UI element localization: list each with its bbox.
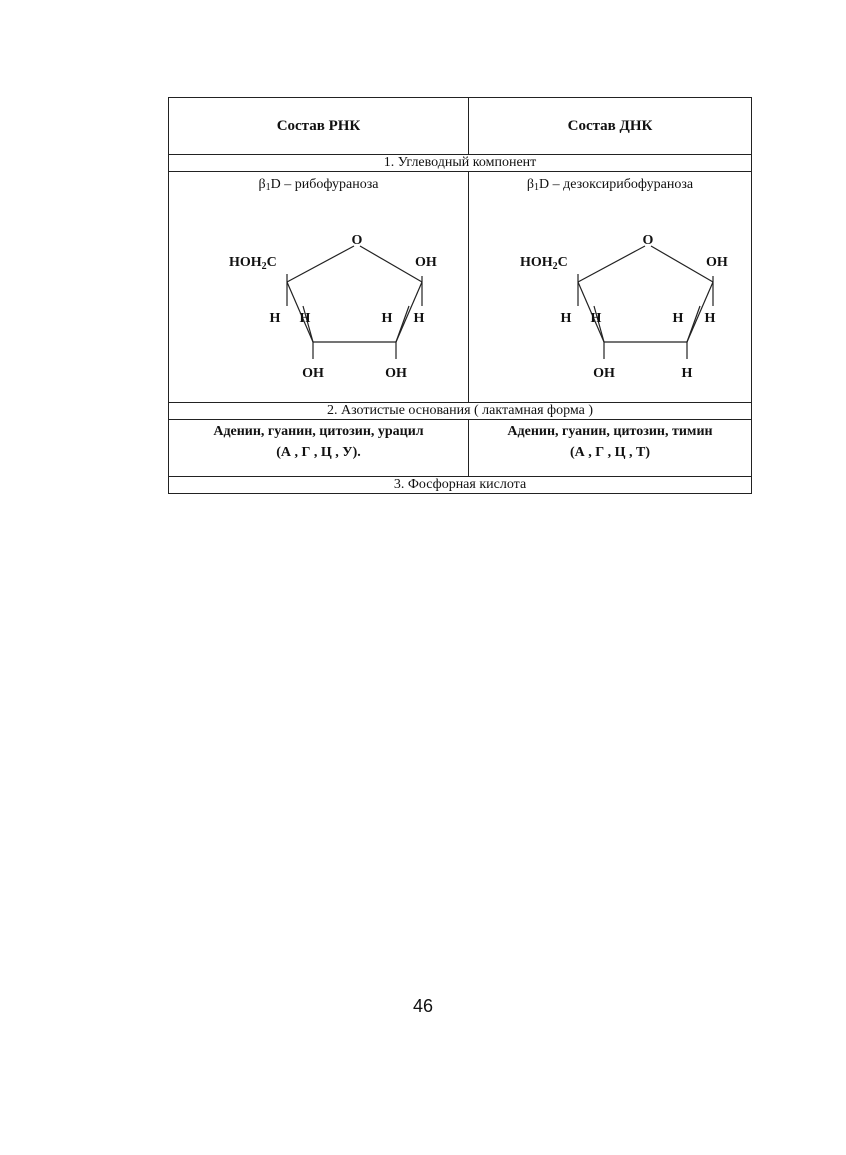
rna-sugar-rest: D – рибофураноза <box>270 177 379 192</box>
c2-oh: OH <box>384 366 407 381</box>
dna-bases-cell <box>469 420 752 477</box>
c3-h: H <box>299 311 310 326</box>
dna-sugar-name <box>469 176 751 194</box>
c3-h: H <box>590 311 602 326</box>
rna-sugar-beta: β <box>258 177 266 192</box>
section-phosphoric-acid: 3. Фосфорная кислота <box>169 477 752 494</box>
c2-h-bottom: H <box>681 366 693 381</box>
rna-bases-line2: (А , Г , Ц , У). <box>276 445 361 460</box>
composition-table <box>168 97 752 494</box>
c2-h: H <box>672 311 684 326</box>
rna-sugar-cell <box>169 172 469 403</box>
rna-sugar-name <box>169 176 468 194</box>
c3-oh: OH <box>593 366 615 381</box>
c5-group-main: HOH <box>520 255 553 270</box>
bond-o-c4 <box>578 246 645 282</box>
c1-oh: OH <box>414 255 437 270</box>
dna-sugar-cell <box>469 172 752 403</box>
c2-h: H <box>381 311 392 326</box>
c4-h: H <box>269 311 280 326</box>
dna-sugar-rest: D – дезоксирибофураноза <box>539 177 694 192</box>
bond-c2-h <box>687 306 700 342</box>
ribofuranose-structure <box>189 194 449 394</box>
dna-bases-line1: Аденин, гуанин, цитозин, тимин <box>507 424 713 439</box>
c5-group <box>520 255 568 272</box>
section-nitrogenous-bases: 2. Азотистые основания ( лактамная форма ) <box>169 403 752 420</box>
c5-group-sub: 2 <box>261 261 267 272</box>
c4-h: H <box>560 311 572 326</box>
ring-oxygen: O <box>642 233 654 248</box>
c3-oh: OH <box>301 366 324 381</box>
c5-group-tail: C <box>266 255 277 270</box>
c1-h: H <box>704 311 716 326</box>
dna-sugar-sub: 1 <box>534 182 540 193</box>
bond-o-c1 <box>651 246 713 282</box>
section-carbohydrate: 1. Углеводный компонент <box>169 155 752 172</box>
c1-h: H <box>413 311 424 326</box>
bond-c2-h <box>396 306 409 342</box>
bond-o-c1 <box>360 246 422 282</box>
c5-group-tail: C <box>557 255 568 270</box>
c5-group-sub: 2 <box>552 261 558 272</box>
c5-group <box>229 255 277 272</box>
page-number: 46 <box>412 996 434 1016</box>
c5-group-main: HOH <box>228 255 262 270</box>
rna-bases-cell <box>169 420 469 477</box>
rna-bases-line1: Аденин, гуанин, цитозин, урацил <box>213 424 424 439</box>
deoxyribofuranose-structure <box>480 194 740 394</box>
header-rna: Состав РНК <box>169 98 469 155</box>
bond-o-c4 <box>287 246 354 282</box>
dna-sugar-beta: β <box>526 177 535 192</box>
rna-sugar-sub: 1 <box>265 182 271 193</box>
c1-oh: OH <box>706 255 728 270</box>
dna-bases-line2: (А , Г , Ц , Т) <box>569 445 651 460</box>
header-dna: Состав ДНК <box>469 98 752 155</box>
ring-oxygen: O <box>351 233 362 248</box>
